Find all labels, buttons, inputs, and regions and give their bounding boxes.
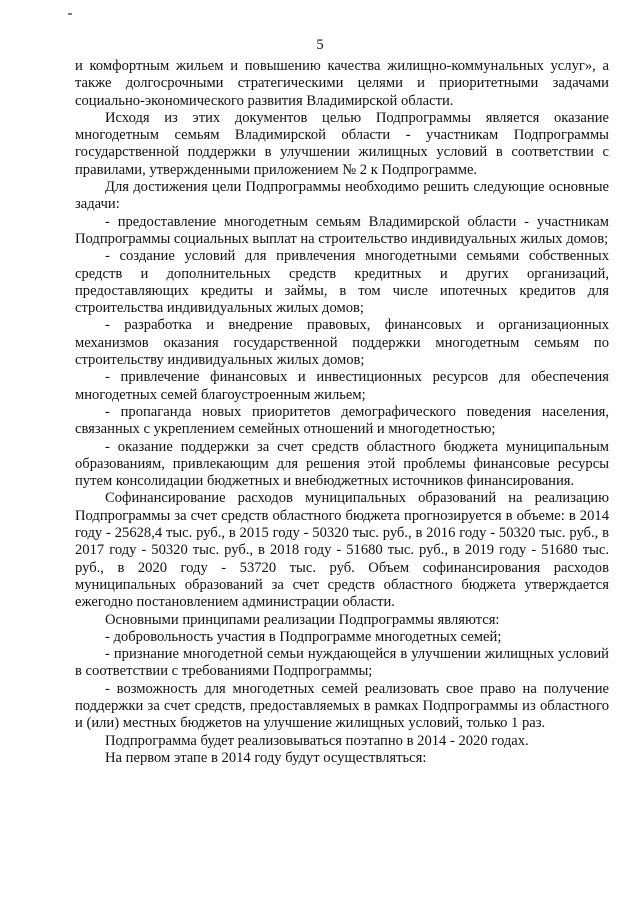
task-item-budget-support: - оказание поддержки за счет средств областного бюджета муниципальным образованиям, привлекающим для решения этой проблемы финансовые ресурсы путем консолидации бюджетных и внебюджетных источников финансирования. <box>75 438 609 490</box>
paragraph-tasks-intro: Для достижения цели Подпрограммы необходимо решить следующие основные задачи: <box>75 179 609 213</box>
principle-item-voluntary: - добровольность участия в Подпрограмме многодетных семей; <box>105 628 502 645</box>
task-item-propaganda: - пропаганда новых приоритетов демографического поведения населения, связанных с укреплением семейных отношений и многодетностью; <box>75 403 609 438</box>
paragraph-goal: Исходя из этих документов целью Подпрограммы является оказание многодетным семьям Владимирской области - участникам Подпрограммы государственной поддержки в улучшении жилищных условий в соответствии с правилами, утвержденными приложением № 2 к Подпрограмме. <box>75 109 609 178</box>
task-item-credit-funds: - создание условий для привлечения многодетными семьями собственных средств и дополнительных средств кредитных и других организаций, предоставляющих кредиты и займы, в том числе ипотечных кредитов для строительства индивидуальных жилых домов; <box>75 248 609 317</box>
task-item-mechanisms: - разработка и внедрение правовых, финансовых и организационных механизмов оказания государственной поддержки многодетным семьям по строительству индивидуальных жилых домов; <box>75 317 609 369</box>
task-item-investment: - привлечение финансовых и инвестиционных ресурсов для обеспечения многодетных семей благоустроенным жильем; <box>75 369 609 403</box>
paragraph-cofinancing: Софинансирование расходов муниципальных образований на реализацию Подпрограммы за счет средств областного бюджета прогнозируется в объеме: в 2014 году - 25628,4 тыс. руб., в 2015 году - 50320 тыс. руб., в 2016 году - 50320 тыс. руб., в 2017 году - 50320 тыс. руб., в 2018 году - 51680 тыс. руб., в 2019 году - 51680 тыс. руб., в 2020 году - 53720 тыс. руб. Объем софинансирования расходов муниципальных образований за счет средств областного бюджета утверждается ежегодно постановлением администрации области. <box>75 490 609 611</box>
principle-item-recognition: - признание многодетной семьи нуждающейся в улучшении жилищных условий в соответствии с требованиями Подпрограммы; <box>75 646 609 680</box>
paragraph-intro-continued: и комфортным жильем и повышению качества жилищно-коммунальных услуг», а также долгосрочными стратегическими целями и приоритетными задачами социально-экономического развития Владимирской области. <box>75 58 609 109</box>
page-number: 5 <box>316 37 324 53</box>
document-body <box>75 58 609 767</box>
paragraph-stages: Подпрограмма будет реализовываться поэтапно в 2014 - 2020 годах. <box>105 732 529 749</box>
paragraph-principles-intro: Основными принципами реализации Подпрограммы являются: <box>105 611 500 628</box>
paragraph-first-stage: На первом этапе в 2014 году будут осуществляться: <box>105 749 427 766</box>
scan-speck <box>68 13 72 15</box>
principle-item-once: - возможность для многодетных семей реализовать свое право на получение поддержки за счет средств, предоставляемых в рамках Подпрограммы из областного и (или) местных бюджетов на улучшение жилищных условий, только 1 раз. <box>75 680 609 732</box>
task-item-social-payments: - предоставление многодетным семьям Владимирской области - участникам Подпрограммы социальных выплат на строительство индивидуальных жилых домов; <box>75 213 609 247</box>
